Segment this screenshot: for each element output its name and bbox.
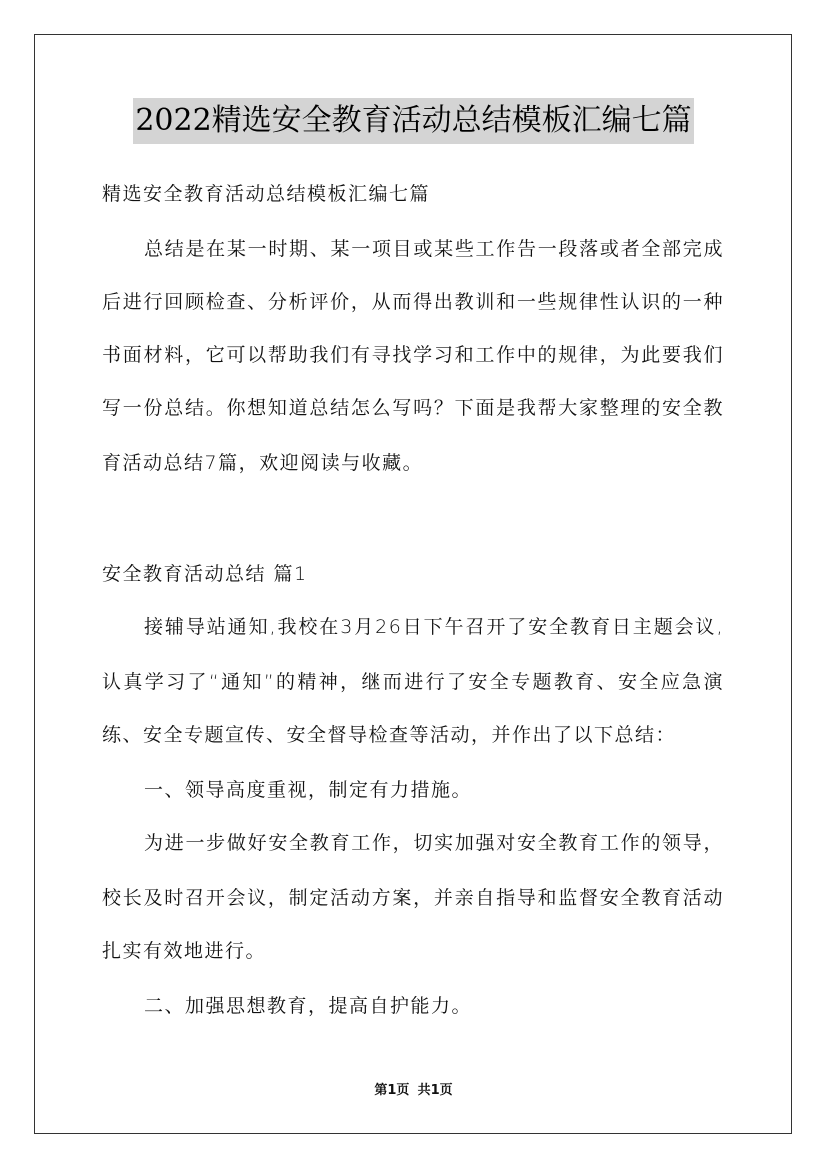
intro-line: 总结是在某一时期、某一项目或某些工作告一段落或者全部完成	[144, 238, 724, 260]
intro-line: 后进行回顾检查、分析评价，从而得出教训和一些规律性认识的一种	[102, 291, 724, 313]
section-line: 接辅导站通知,我校在3月26日下午召开了安全教育日主题会议,	[144, 616, 724, 638]
point-line: 为进一步做好安全教育工作，切实加强对安全教育工作的领导，	[144, 832, 724, 854]
section-heading: 安全教育活动总结 篇1	[102, 563, 308, 585]
document-title	[0, 98, 827, 144]
section-line: 练、安全专题宣传、安全督导检查等活动，并作出了以下总结：	[102, 724, 677, 746]
point-heading: 二、加强思想教育，提高自护能力。	[144, 995, 473, 1017]
section-line: 认真学习了“通知”的精神，继而进行了安全专题教育、安全应急演	[102, 671, 724, 693]
point-heading: 一、领导高度重视，制定有力措施。	[144, 779, 473, 801]
document-subtitle: 精选安全教育活动总结模板汇编七篇	[102, 183, 431, 205]
point-line: 校长及时召开会议，制定活动方案，并亲自指导和监督安全教育活动	[102, 887, 724, 909]
point-line: 扎实有效地进行。	[102, 940, 267, 962]
intro-line: 写一份总结。你想知道总结怎么写吗？下面是我帮大家整理的安全教	[102, 397, 724, 419]
page-total: 共1页	[417, 1083, 453, 1098]
intro-line: 育活动总结7篇，欢迎阅读与收藏。	[102, 452, 424, 474]
page-footer	[0, 1081, 827, 1101]
document-title-text: 2022精选安全教育活动总结模板汇编七篇	[133, 98, 693, 144]
intro-line: 书面材料，它可以帮助我们有寻找学习和工作中的规律，为此要我们	[102, 344, 724, 366]
page-number: 第1页	[374, 1083, 410, 1098]
